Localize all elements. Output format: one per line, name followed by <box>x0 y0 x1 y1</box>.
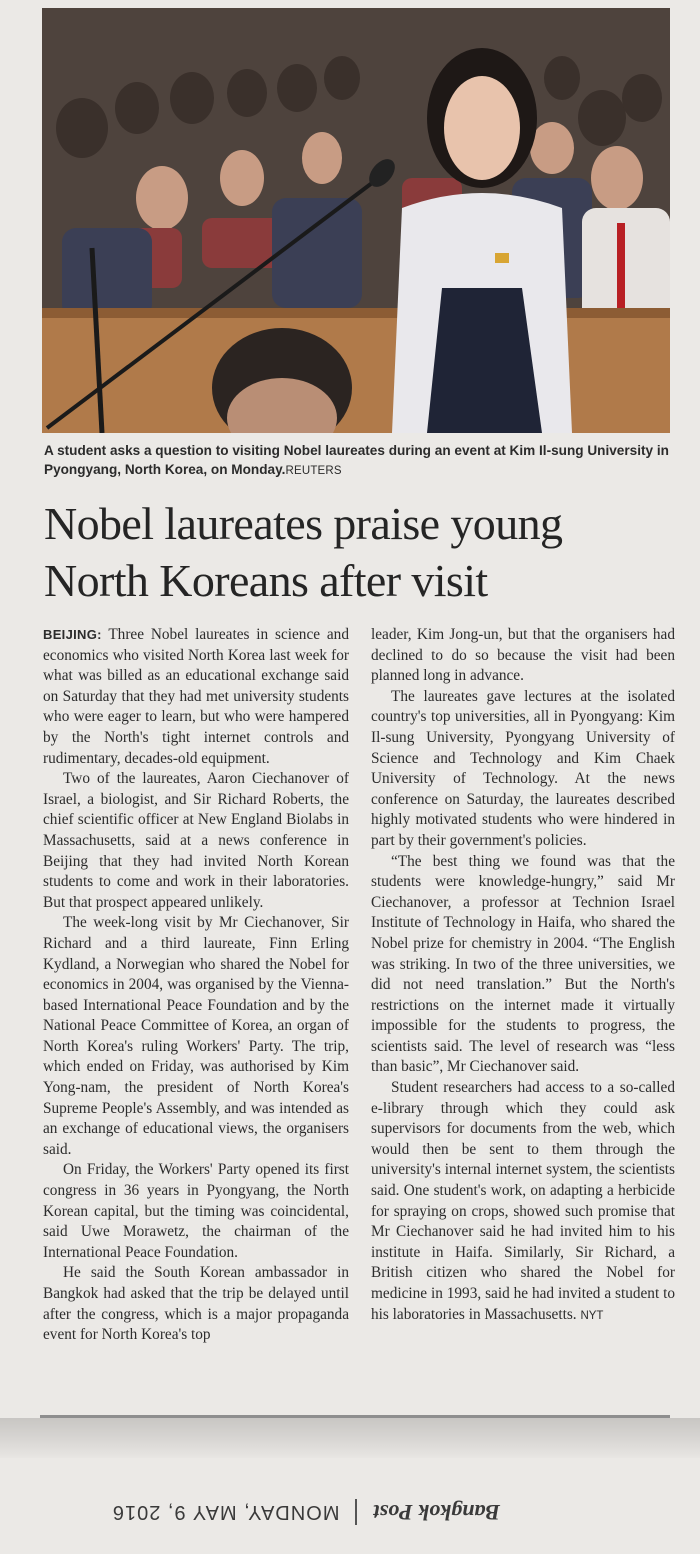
folio-date: MONDAY, MAY 9, 2016 <box>111 1501 340 1524</box>
folio-divider <box>355 1499 357 1525</box>
dateline: BEIJING: <box>43 627 102 642</box>
article-column-left <box>43 625 349 1346</box>
photo-caption <box>44 441 670 481</box>
news-photo <box>42 8 670 433</box>
article-paragraph: The laureates gave lectures at the isolated country's top universities, all in Pyongyang: Kim Il-sung University, Pyongyang University of Science and Technology and Kim Chaek University of Technology. At the news conference on Saturday, the laureates described highly motivated students who were hindered in part by their government's policies. <box>371 687 675 849</box>
photo-illustration <box>42 8 670 433</box>
article-paragraph: leader, Kim Jong-un, but that the organisers had declined to do so because the visit had been planned long in advance. <box>371 626 675 685</box>
photo-credit: REUTERS <box>285 465 342 477</box>
headline: Nobel laureates praise young North Koreans after visit <box>44 498 563 606</box>
article-paragraph: On Friday, the Workers' Party opened its first congress in 36 years in Pyongyang, the North Korean capital, but the timing was coincidental, said Uwe Morawetz, the chairman of the International Peace Foundation. <box>43 1161 349 1261</box>
article-paragraph: The week-long visit by Mr Ciechanover, Sir Richard and a third laureate, Finn Erling Kydland, a Norwegian who shared the Nobel for economics in 2004, was organised by the Vienna-based International Peace Foundation and by the National Peace Committee of Korea, an organ of North Korea's ruling Workers' Party. The trip, which ended on Friday, was authorised by Kim Yong-nam, the president of North Korea's Supreme People's Assembly, and was intended as an exchange of educational views, the organisers said. <box>43 914 349 1158</box>
page-folio <box>40 1492 500 1532</box>
article-paragraph: BEIJING: Three Nobel laureates in science and economics who visited North Korea last week for what was billed as an educational exchange said on Saturday that they had met university students who were eager to learn, but who were hampered by the North's tight internet controls and rudimentary, decades-old equipment. <box>43 626 349 767</box>
page-fold-shadow <box>0 1418 700 1458</box>
article-signature: NYT <box>580 1309 604 1322</box>
masthead-logo: Bangkok Post <box>373 1500 500 1525</box>
article-paragraph: He said the South Korean ambassador in Bangkok had asked that the trip be delayed until after the congress, which is a major propaganda event for North Korea's top <box>43 1264 349 1344</box>
article-column-right <box>371 625 675 1326</box>
caption-text: A student asks a question to visiting Nobel laureates during an event at Kim Il-sung University in Pyongyang, North Korea, on Monday. <box>44 443 669 477</box>
article-paragraph: Student researchers had access to a so-called e-library through which they could ask supervisors for documents from the web, which would then be sent to them through the university's internal internet system, the scientists said. One student's work, on adapting a herbicide for spraying on crops, showed such promise that Mr Ciechanover said he had invited him to his institute in Haifa. Similarly, Sir Richard, a British citizen who shared the Nobel for medicine in 1993, said he had invited a student to his laboratories in Massachusetts. NYT <box>371 1079 675 1323</box>
article-paragraph: “The best thing we found was that the students were knowledge-hungry,” said Mr Ciechanover, a professor at Technion Israel Institute of Technology in Haifa, who shared the Nobel prize for chemistry in 2004. “The English was striking. In two of the three universities, we did not need translation.” But the North's restrictions on the internet made it virtually impossible for the students to progress, the scientists said. The level of research was “less than basic”, Mr Ciechanover said. <box>371 852 675 1076</box>
article-paragraph: Two of the laureates, Aaron Ciechanover of Israel, a biologist, and Sir Richard Roberts, the chief scientific officer at New England Biolabs in Massachusetts, said at a news conference in Beijing that they had invited North Korean students to come and work in their laboratories. But that prospect appeared unlikely. <box>43 770 349 911</box>
